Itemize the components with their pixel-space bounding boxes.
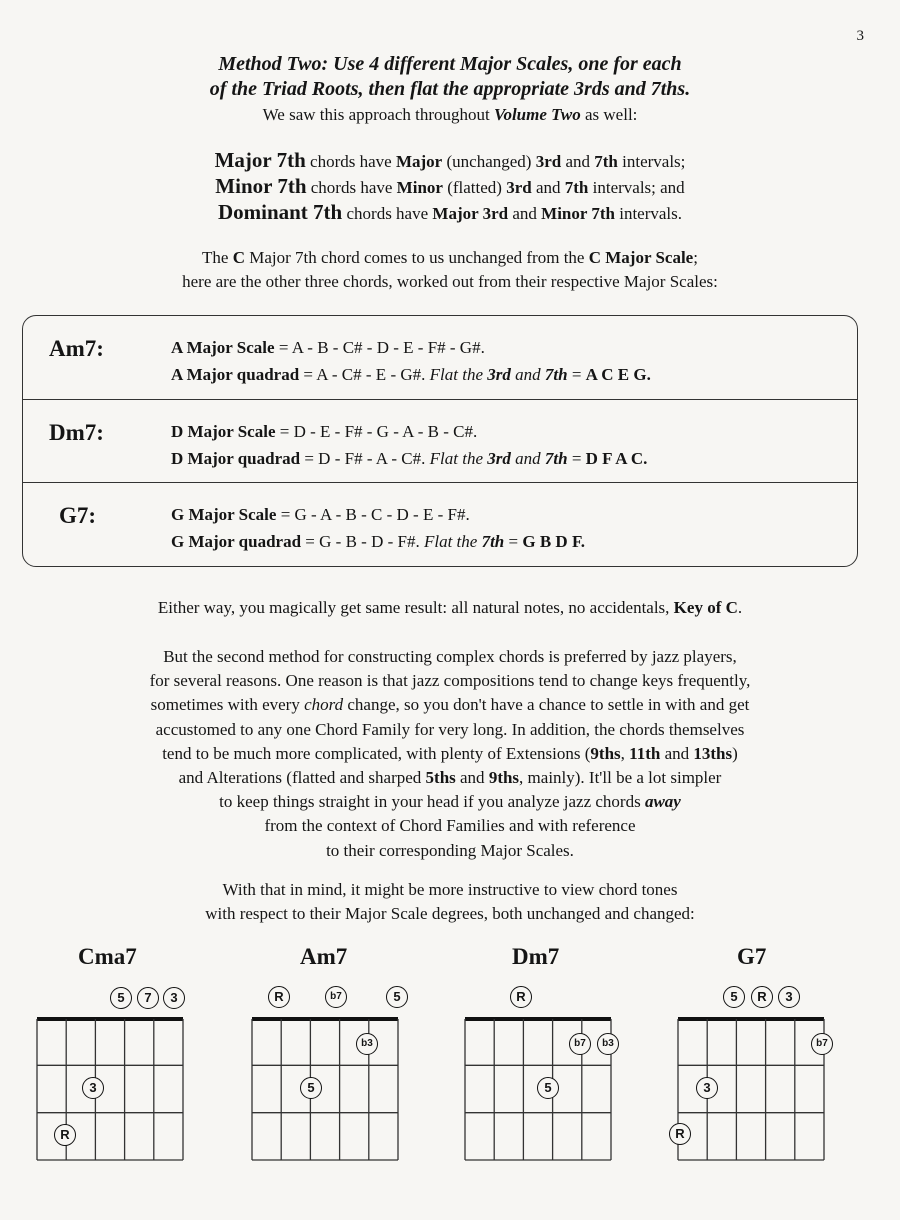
para-line: for several reasons. One reason is that jazz compositions tend to change keys frequently, <box>149 671 751 691</box>
diagram-title: G7 <box>737 944 767 969</box>
subtitle-text-end: as well: <box>580 105 638 124</box>
with-line-2: with respect to their Major Scale degrees, both unchanged and changed: <box>205 904 695 923</box>
diagram-title: Cma7 <box>78 944 137 969</box>
with-line-1: With that in mind, it might be more instructive to view chord tones <box>222 880 678 899</box>
para-line: to their corresponding Major Scales. <box>326 840 574 860</box>
quadrad-line: D Major quadrad = D - F# - A - C#. Flat the 3rd and 7th = D F A C. <box>171 449 648 468</box>
subtitle <box>0 104 900 126</box>
rule-dominant7: Dominant 7th chords have Major 3rd and Minor 7th intervals. <box>217 200 683 224</box>
row-lines <box>171 334 651 388</box>
para-line: But the second method for constructing complex chords is preferred by jazz players, <box>163 647 737 666</box>
degree-marker-fretted: b3 <box>597 1033 619 1055</box>
para-line: to keep things straight in your head if you analyze jazz chords away <box>219 792 681 812</box>
chord-label: Dm7: <box>49 420 104 445</box>
para-line: from the context of Chord Families and with reference <box>264 816 636 836</box>
para-line: accustomed to any one Chord Family for very long. In addition, the chords themselves <box>155 719 745 739</box>
diagram-title: Am7 <box>300 944 348 969</box>
degree-marker-open: 7 <box>137 987 159 1009</box>
quadrad-line: A Major quadrad = A - C# - E - G#. Flat the 3rd and 7th = A C E G. <box>171 365 651 384</box>
table-row-g7 <box>23 482 857 566</box>
degree-marker-fretted: 5 <box>537 1077 559 1099</box>
section-title <box>0 52 900 102</box>
degree-marker-fretted: b7 <box>569 1033 591 1055</box>
nut <box>252 1017 398 1021</box>
with-that-text <box>0 878 900 926</box>
title-line-1: Method Two: Use 4 different Major Scales, one for each <box>218 53 682 75</box>
subtitle-text: We saw this approach throughout <box>262 105 494 124</box>
degree-marker-fretted: R <box>54 1124 76 1146</box>
degree-marker-open: R <box>751 986 773 1008</box>
table-row-dm7 <box>23 399 857 483</box>
degree-marker-fretted: 5 <box>300 1077 322 1099</box>
intro-text <box>0 246 900 294</box>
scale-table <box>22 315 858 567</box>
nut <box>678 1017 824 1021</box>
diagram-title: Dm7 <box>512 944 560 969</box>
row-lines <box>171 501 585 555</box>
degree-marker-open: b7 <box>325 986 347 1008</box>
para-line: and Alterations (flatted and sharped 5ths and 9ths, mainly). It'll be a lot simpler <box>178 768 722 788</box>
chord-label: G7: <box>59 503 97 528</box>
nut <box>465 1017 611 1021</box>
quadrad-line: G Major quadrad = G - B - D - F#. Flat the 7th = G B D F. <box>171 532 586 551</box>
degree-marker-open: 5 <box>386 986 408 1008</box>
degree-marker-fretted: b7 <box>811 1033 833 1055</box>
degree-marker-open: 5 <box>723 986 745 1008</box>
degree-marker-open: R <box>510 986 532 1008</box>
fretboard-grid <box>250 1016 400 1162</box>
subtitle-volume: Volume Two <box>493 105 581 124</box>
body-paragraph <box>0 645 900 863</box>
title-line-2: of the Triad Roots, then flat the appropriate 3rds and 7ths. <box>209 78 691 100</box>
table-row-am7 <box>23 316 857 399</box>
para-line: sometimes with every chord change, so you don't have a chance to settle in with and get <box>150 695 750 715</box>
degree-marker-fretted: R <box>669 1123 691 1145</box>
either-way-text: Either way, you magically get same result: all natural notes, no accidentals, Key of C. <box>157 598 743 617</box>
chord-label: Am7: <box>49 336 104 361</box>
degree-marker-open: 5 <box>110 987 132 1009</box>
chord-rules <box>0 148 900 226</box>
degree-marker-fretted: b3 <box>356 1033 378 1055</box>
degree-marker-open: 3 <box>778 986 800 1008</box>
para-line: tend to be much more complicated, with plenty of Extensions (9ths, 11th and 13ths) <box>162 743 738 763</box>
intro-line-2: here are the other three chords, worked out from their respective Major Scales: <box>182 272 718 291</box>
rule-major7: Major 7th chords have Major (unchanged) 3rd and 7th intervals; <box>214 148 686 172</box>
scale-line: A Major Scale = A - B - C# - D - E - F# - G#. <box>171 338 485 357</box>
page-number: 3 <box>856 28 864 44</box>
intro-line-1: The C Major 7th chord comes to us unchanged from the C Major Scale; <box>202 248 698 267</box>
degree-marker-open: 3 <box>163 987 185 1009</box>
nut <box>37 1017 183 1021</box>
degree-marker-open: R <box>268 986 290 1008</box>
scale-line: D Major Scale = D - E - F# - G - A - B - C#. <box>171 422 478 441</box>
degree-marker-fretted: 3 <box>696 1077 718 1099</box>
rule-minor7: Minor 7th chords have Minor (flatted) 3rd and 7th intervals; and <box>215 174 685 198</box>
scale-line: G Major Scale = G - A - B - C - D - E - F#. <box>171 505 470 524</box>
degree-marker-fretted: 3 <box>82 1077 104 1099</box>
row-lines <box>171 418 647 472</box>
